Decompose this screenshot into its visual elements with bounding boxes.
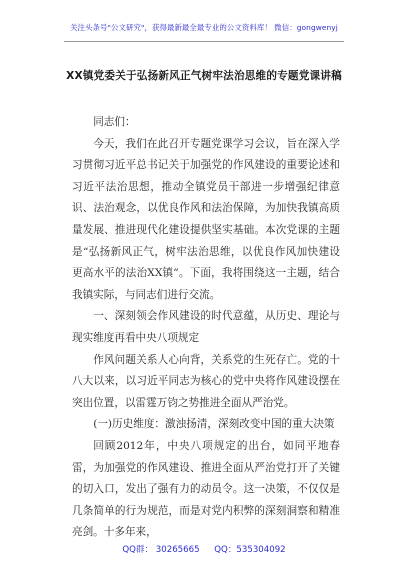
document-body xyxy=(72,112,340,544)
paragraph: 今天，我们在此召开专题党课学习会议，旨在深入学习贯彻习近平总书记关于加强党的作风建设的重要论述和习近平法治思想，推动全镇党员干部进一步增强纪律意识、法治观念，以优良作风和法治保障，为加快我镇高质量发展、推进现代化建设提供坚实基础。本次党课的主题是“弘扬新风正气，树牢法治思维，以优良作风加快建设更高水平的法治XX镇”。下面，我将围绕这一主题，结合我镇实际，与同志们进行交流。 xyxy=(72,137,340,301)
paragraph: 回顾2012年，中央八项规定的出台，如同平地春雷，为加强党的作风建设、推进全面从严治党打开了关键的切入口，发出了强有力的动员令。这一决策，不仅仅是几条简单的行为规范，而是对党内积弊的深刻洞察和精准亮剑。十多年来， xyxy=(72,439,340,539)
header-note: 关注头条号"公文研究"，获得最新最全最专业的公文资料库！ 微信：gongwenyj xyxy=(70,23,338,32)
footer-contact xyxy=(0,543,408,555)
salutation: 同志们： xyxy=(93,116,136,128)
section-heading: 一、深刻领会作风建设的时代意蕴，从历史、理论与现实维度再看中央八项规定 xyxy=(72,310,340,344)
footer-qq-group: QQ群： 30265665 xyxy=(122,545,200,555)
header-divider xyxy=(64,41,344,42)
subsection-heading: (一)历史维度：激浊扬清，深刻改变中国的重大决策 xyxy=(93,418,335,431)
footer-qq: QQ：535304092 xyxy=(214,545,286,555)
document-title: XX镇党委关于弘扬新风正气树牢法治思维的专题党课讲稿 xyxy=(66,70,342,82)
paragraph: 作风问题关系人心向背，关系党的生死存亡。党的十八大以来，以习近平同志为核心的党中央将作风建设摆在突出位置，以雷霆万钧之势推进全面从严治党。 xyxy=(72,353,340,409)
